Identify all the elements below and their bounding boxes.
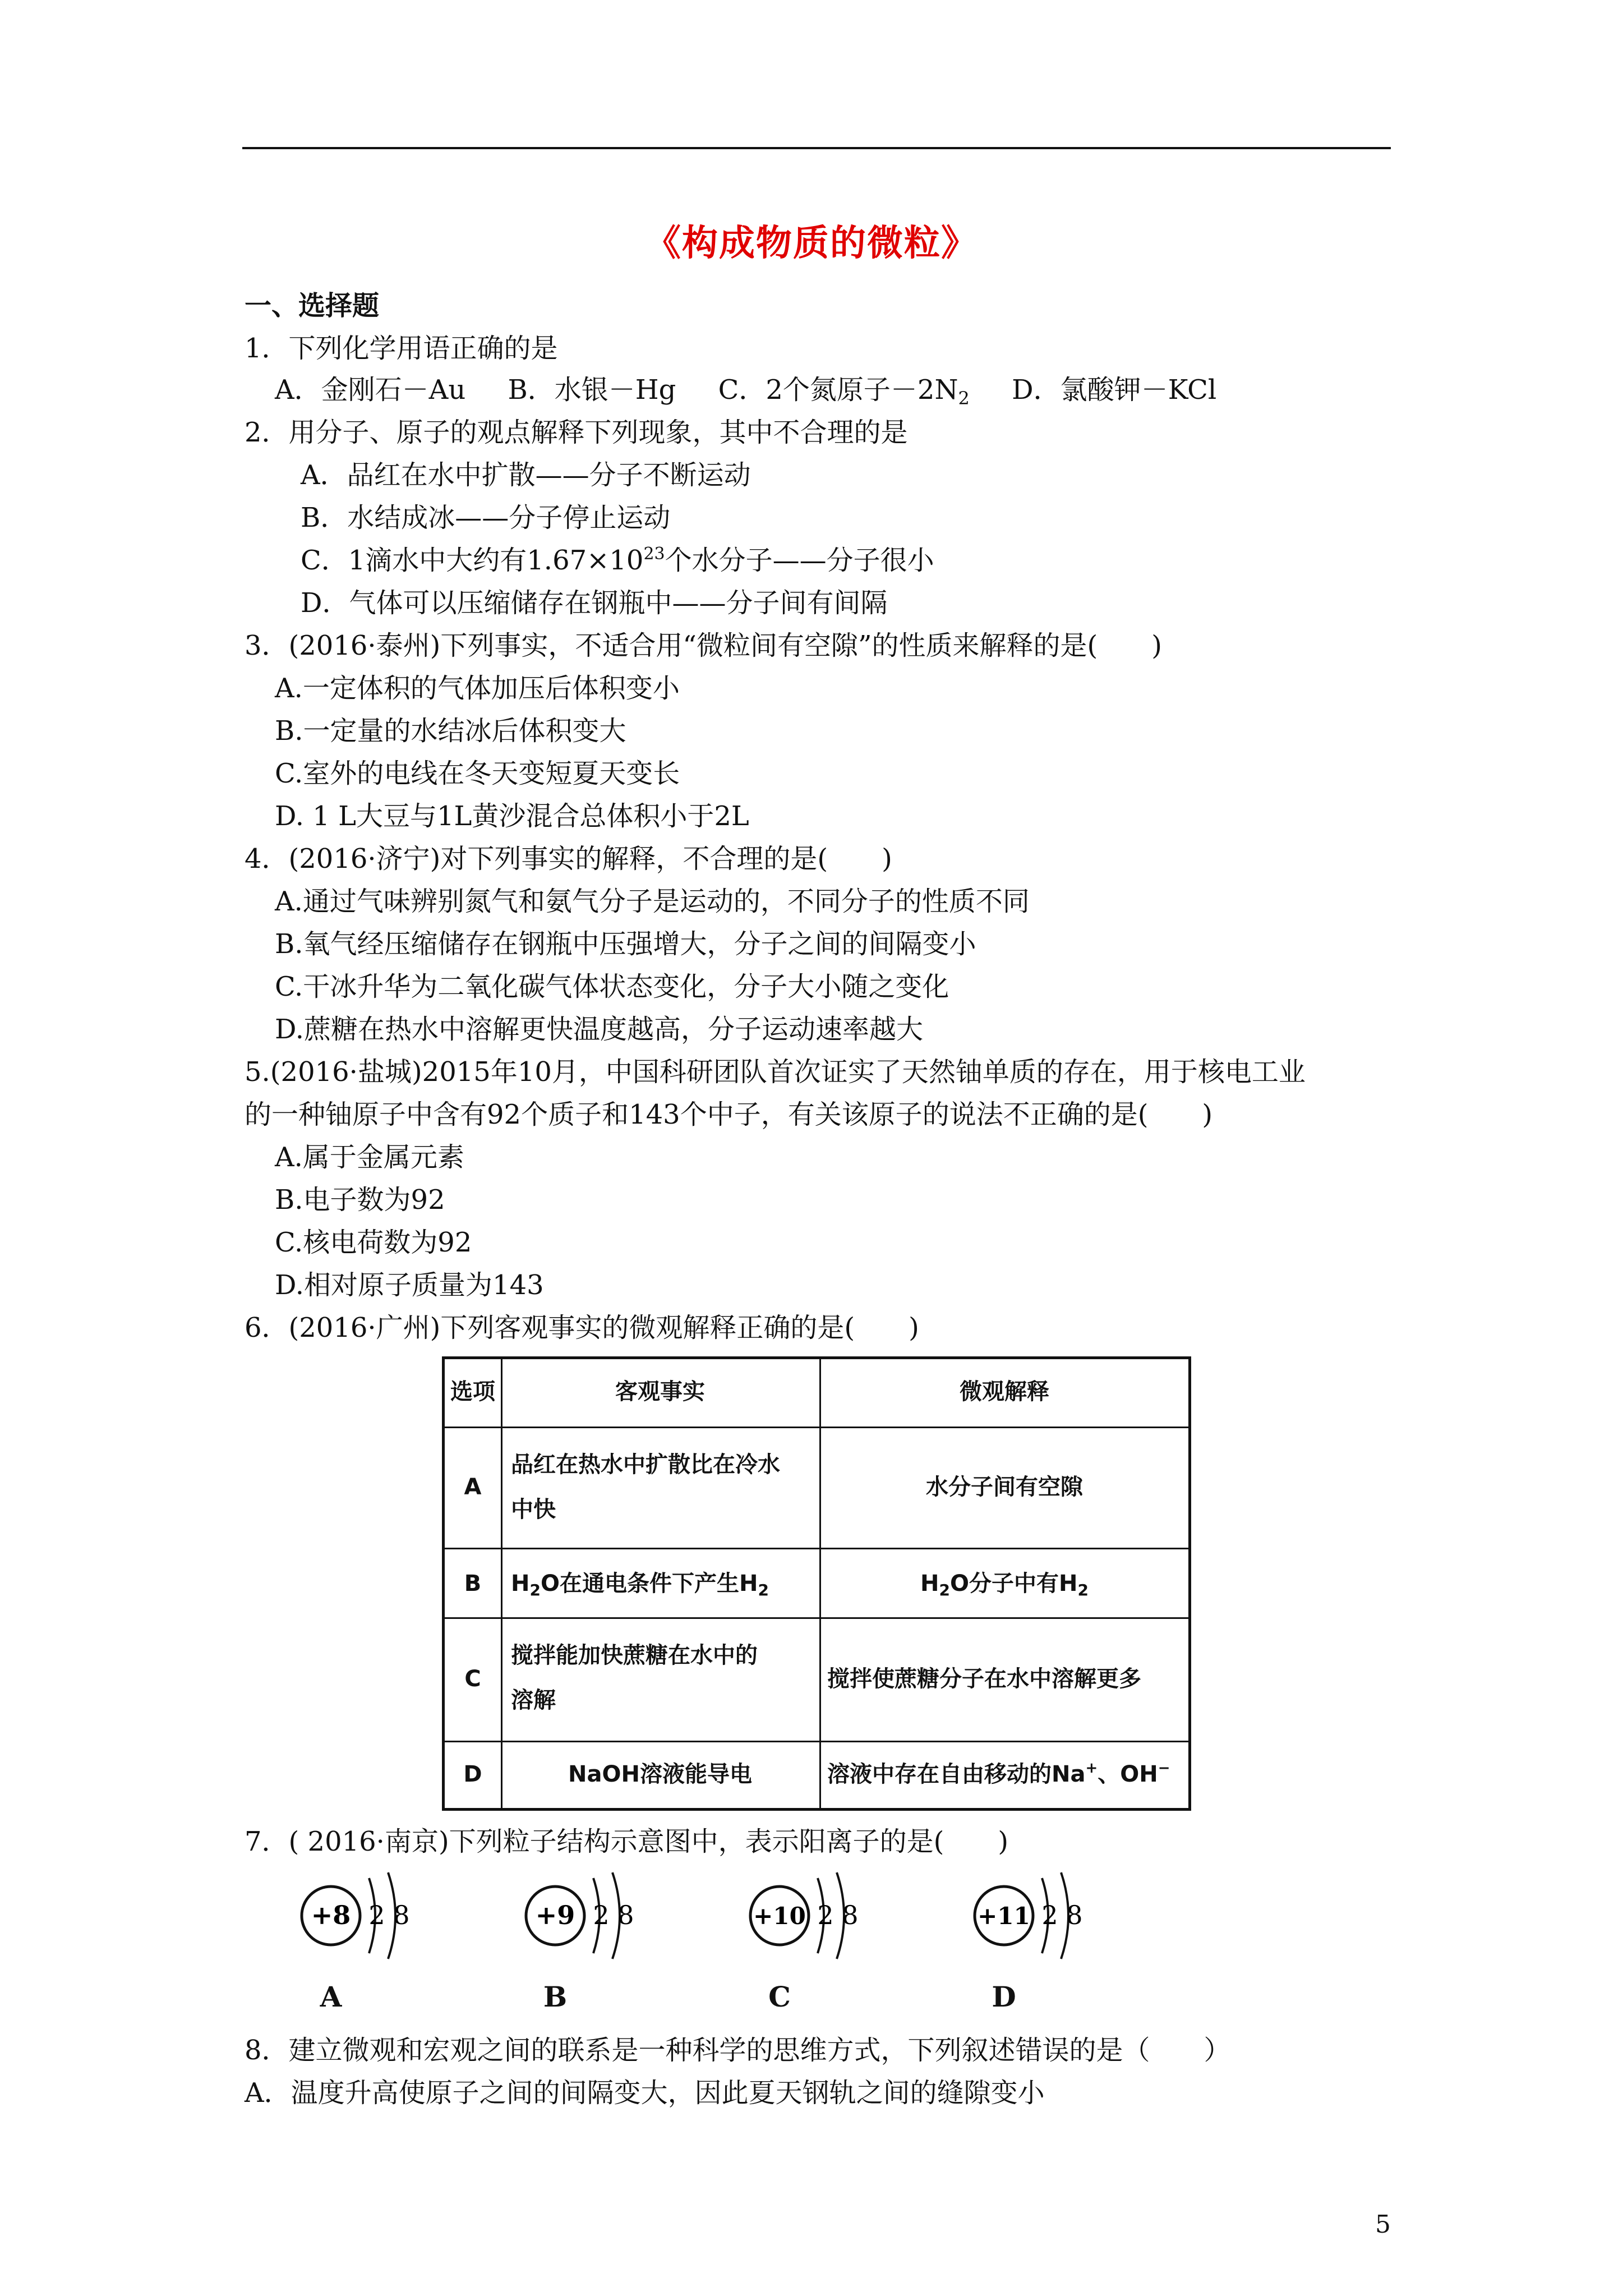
q7-stem: 7．( 2016·南京)下列粒子结构示意图中，表示阳离子的是( ): [245, 1826, 1009, 1857]
q3-option-b: B.一定量的水结冰后体积变大: [275, 715, 626, 747]
table-row-c-fact-line1: 搅拌能加快蔗糖在水中的: [511, 1642, 758, 1668]
atom-diagram-c: [740, 1868, 909, 2036]
q5-option-d: D.相对原子质量为143: [275, 1269, 544, 1301]
atom-label: D: [992, 1980, 1016, 2013]
q4-stem: 4．(2016·济宁)对下列事实的解释，不合理的是( ): [245, 843, 892, 875]
q3-stem: 3．(2016·泰州)下列事实，不适合用“微粒间有空隙”的性质来解释的是( ): [245, 630, 1162, 661]
q1-option-c: C．2个氮原子－2N: [718, 374, 958, 406]
q1-option-b: B．水银－Hg: [508, 374, 676, 406]
table-header-option: 选项: [450, 1379, 495, 1405]
q8-stem: 8．建立微观和宏观之间的联系是一种科学的思维方式，下列叙述错误的是（ ）: [245, 2035, 1231, 2066]
atom-structure-icon: [292, 1868, 460, 1963]
atom-nucleus: +8: [311, 1900, 351, 1930]
atom-shells: 2 8: [1041, 1900, 1083, 1930]
atom-nucleus: +9: [535, 1900, 575, 1930]
table-divider: [445, 1617, 1188, 1619]
atom-nucleus: +11: [978, 1902, 1030, 1930]
q2-option-a: A．品红在水中扩散——分子不断运动: [301, 459, 751, 491]
q8-option-a: A．温度升高使原子之间的间隔变大，因此夏天钢轨之间的缝隙变小: [245, 2077, 1045, 2109]
q4-option-c: C.干冰升华为二氧化碳气体状态变化，分子大小随之变化: [275, 971, 949, 1002]
section-heading: 一、选择题: [245, 290, 380, 321]
atom-diagram-d: [965, 1868, 1133, 2036]
q1-option-d: D．氯酸钾－KCl: [1012, 374, 1217, 406]
q6-table: [442, 1356, 1191, 1811]
table-row-c-explanation: 搅拌使蔗糖分子在水中溶解更多: [827, 1666, 1141, 1692]
q4-option-b: B.氧气经压缩储存在钢瓶中压强增大，分子之间的间隔变小: [275, 928, 976, 960]
atom-structure-icon: [516, 1868, 684, 1963]
atom-structure-icon: [740, 1868, 909, 1963]
table-row-a-fact-line2: 中快: [511, 1497, 556, 1522]
table-row-d-explanation: 溶液中存在自由移动的Na+、OH−: [827, 1760, 1170, 1787]
atom-structure-icon: [965, 1868, 1133, 1963]
atom-shells: 2 8: [817, 1900, 859, 1930]
page-number: 5: [1375, 2210, 1391, 2239]
q2-option-c: C．1滴水中大约有$1.67\times 10^{23}$个水分子——分子很小: [301, 544, 934, 576]
q6-stem: 6．(2016·广州)下列客观事实的微观解释正确的是( ): [245, 1312, 919, 1343]
q4-option-d: D.蔗糖在热水中溶解更快温度越高，分子运动速率越大: [275, 1014, 924, 1045]
table-row-a-fact-line1: 品红在热水中扩散比在冷水: [511, 1452, 780, 1478]
q3-option-d: D. 1 L大豆与1L黄沙混合总体积小于2L: [275, 800, 749, 832]
atom-label: A: [320, 1980, 342, 2013]
table-row-d-fact: NaOH溶液能导电: [568, 1761, 752, 1787]
q5-option-b: B.电子数为92: [275, 1184, 445, 1216]
table-row-c-fact-line2: 溶解: [511, 1687, 556, 1713]
table-divider: [445, 1548, 1188, 1549]
table-divider: [445, 1741, 1188, 1742]
q5-stem-line2: 的一种铀原子中含有92个质子和143个中子，有关该原子的说法不正确的是( ): [245, 1099, 1213, 1130]
atom-label: B: [543, 1980, 568, 2013]
atom-nucleus: +10: [753, 1902, 806, 1930]
q3-option-a: A.一定体积的气体加压后体积变小: [275, 673, 680, 704]
page-title: 《构成物质的微粒》: [645, 222, 978, 264]
q5-option-a: A.属于金属元素: [275, 1142, 464, 1173]
q4-option-a: A.通过气味辨别氮气和氨气分子是运动的，不同分子的性质不同: [275, 886, 1030, 917]
q5-option-c: C.核电荷数为92: [275, 1227, 472, 1258]
q2-stem: 2．用分子、原子的观点解释下列现象，其中不合理的是: [245, 417, 908, 448]
table-row-c-option: C: [464, 1666, 481, 1692]
table-row-b-fact: $H_2O$在通电条件下产生$H_2$: [511, 1571, 769, 1599]
q2-option-d: D．气体可以压缩储存在钢瓶中——分子间有间隔: [301, 587, 888, 619]
atom-shells: 2 8: [368, 1900, 410, 1930]
table-divider: [445, 1427, 1188, 1428]
q2-option-c-exponent: 23: [643, 544, 665, 564]
table-row-b-explanation: $H_2O$分子中有$H_2$: [920, 1571, 1089, 1599]
table-row-a-option: A: [464, 1474, 482, 1500]
atom-diagram-b: [516, 1868, 684, 2036]
table-row-d-option: D: [463, 1761, 482, 1787]
q5-stem-line1: 5.(2016·盐城)2015年10月，中国科研团队首次证实了天然铀单质的存在，用于核电工业: [245, 1056, 1306, 1088]
q1-options: [275, 372, 1216, 407]
table-header-explanation: 微观解释: [960, 1379, 1049, 1405]
header-rule: [242, 147, 1391, 149]
atom-diagram-a: [292, 1868, 460, 2036]
atom-shells: 2 8: [593, 1900, 634, 1930]
table-row-a-explanation: 水分子间有空隙: [926, 1474, 1083, 1500]
q3-option-c: C.室外的电线在冬天变短夏天变长: [275, 758, 680, 789]
q1-stem: 1．下列化学用语正确的是: [245, 333, 558, 364]
q1-option-a: A．金刚石－Au: [275, 374, 466, 406]
q1-option-c-subscript: 2: [958, 388, 970, 409]
q2-option-b: B．水结成冰——分子停止运动: [301, 502, 671, 533]
table-header-fact: 客观事实: [615, 1379, 705, 1405]
atom-label: C: [768, 1980, 791, 2013]
table-row-b-option: B: [464, 1571, 482, 1596]
